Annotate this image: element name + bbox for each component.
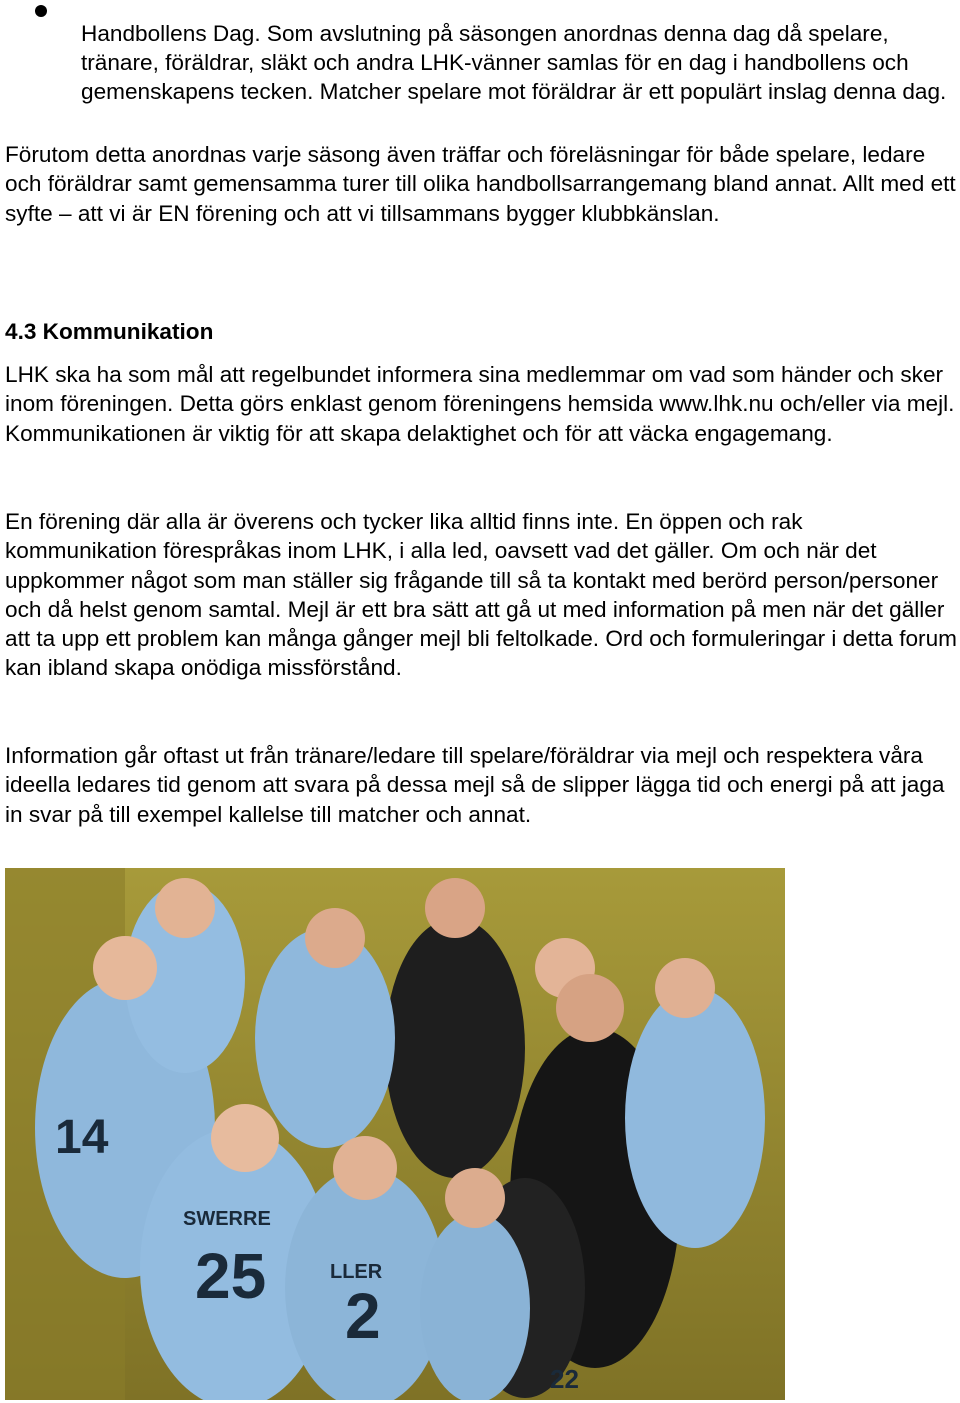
jersey-number: 2 bbox=[345, 1280, 381, 1352]
team-huddle-photo bbox=[5, 868, 785, 1400]
jersey-number: 22 bbox=[550, 1364, 579, 1394]
photo-player bbox=[625, 988, 765, 1248]
paragraph-communication-goal: LHK ska ha som mål att regelbundet informera sina medlemmar om vad som händer och sker inom föreningen. Detta görs enklast genom föreningens hemsida www.lhk.nu och/eller via mejl. Kommunikationen är viktig för att skapa delaktighet och för att väcka engagemang. bbox=[5, 362, 955, 446]
photo-player-dark bbox=[385, 918, 525, 1178]
jersey-name: SWERRE bbox=[183, 1208, 271, 1230]
bullet-item-handbollens-dag: Handbollens Dag. Som avslutning på säsongen anordnas denna dag då spelare, tränare, föräldrar, släkt och andra LHK-vänner samlas för en dag i handbollens och gemenskapens tecken. Matcher spelare mot föräldrar är ett populärt inslag denna dag. bbox=[81, 20, 947, 105]
paragraph-activities: Förutom detta anordnas varje säsong även träffar och föreläsningar för både spelare, ledare och föräldrar samt gemensamma turer till olika handbollsarrangemang bland annat. Allt med ett syfte – att vi är EN förening och att vi tillsammans bygger klubbkänslan. bbox=[5, 142, 956, 226]
jersey-number: 14 bbox=[55, 1111, 109, 1164]
jersey-number: 25 bbox=[195, 1240, 267, 1312]
paragraph-open-communication: En förening där alla är överens och tycker lika alltid finns inte. En öppen och rak kommunikation förespråkas inom LHK, i alla led, oavsett vad det gäller. Om och när det uppkommer något som man ställer sig frågande till så ta kontakt med berörd person/personer och då helst genom samtal. Mejl är ett bra sätt att gå ut med information på men när det gäller att ta upp ett problem kan många gånger mejl bli feltolkade. Ord och formuleringar i detta forum kan ibland skapa onödiga missförstånd. bbox=[5, 509, 957, 681]
photo-player bbox=[420, 1213, 530, 1400]
jersey-name: LLER bbox=[330, 1261, 383, 1283]
section-heading: 4.3 Kommunikation bbox=[5, 319, 214, 344]
paragraph-email-info: Information går oftast ut från tränare/ledare till spelare/föräldrar via mejl och respektera våra ideella ledares tid genom att svara på dessa mejl så de slipper lägga tid och energi på att jaga in svar på till exempel kallelse till matcher och annat. bbox=[5, 743, 945, 827]
bullet-marker bbox=[35, 5, 47, 17]
